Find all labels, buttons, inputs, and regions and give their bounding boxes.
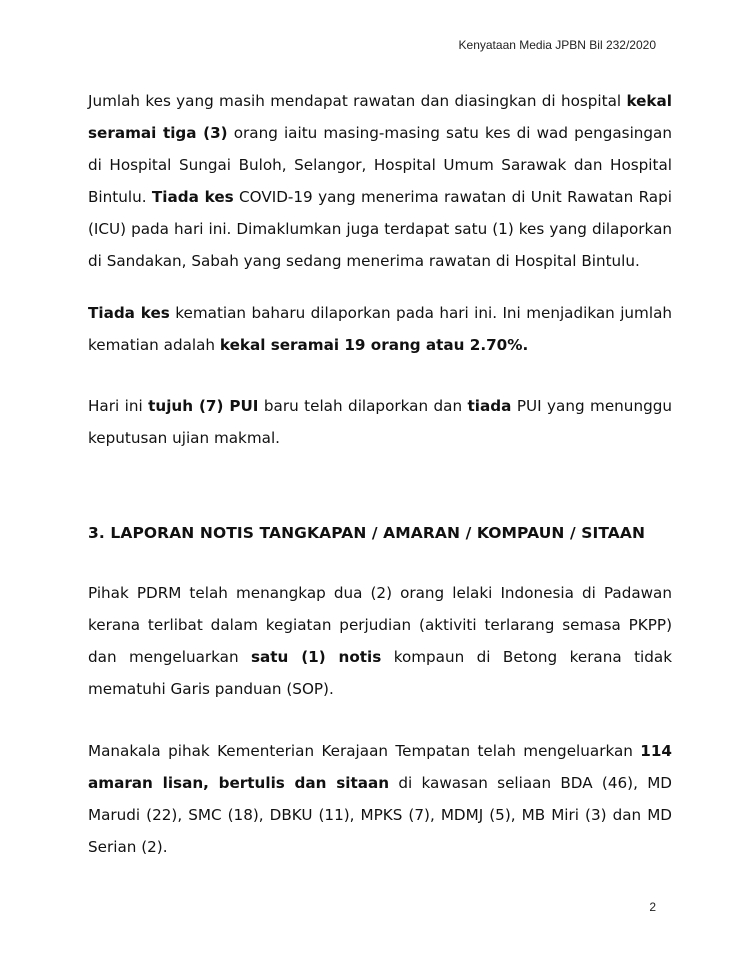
text-segment: orang iaitu masing-masing satu kes di wad pengasingan di Hospital Sungai Buloh, Selangor, Hospital Umum Sarawak dan Hospital Bintulu. [88, 124, 672, 206]
bold-segment: tujuh (7) PUI [148, 397, 259, 415]
paragraph-deaths [88, 297, 672, 361]
page-number: 2 [649, 900, 656, 914]
text-segment: PUI yang menunggu keputusan ujian makmal. [88, 397, 672, 447]
text-segment: COVID-19 yang menerima rawatan di Unit Rawatan Rapi (ICU) pada hari ini. Dimaklumkan juga terdapat satu (1) kes yang dilaporkan di Sandakan, Sabah yang sedang menerima rawatan di Hospital Bintulu. [88, 188, 672, 270]
bold-segment: 114 amaran lisan, bertulis dan sitaan [88, 742, 672, 792]
text-segment: Pihak PDRM telah menangkap dua (2) orang lelaki Indonesia di Padawan kerana terlibat dalam kegiatan perjudian (aktiviti terlarang semasa PKPP) dan mengeluarkan [88, 584, 672, 666]
bold-segment: tiada [467, 397, 512, 415]
paragraph-pui [88, 390, 672, 454]
document-body [88, 85, 672, 863]
bold-segment: kekal seramai 19 orang atau 2.70%. [219, 336, 529, 354]
bold-segment: Tiada kes [88, 304, 170, 322]
paragraph-hospital-cases [88, 85, 672, 277]
text-segment: kompaun di Betong kerana tidak mematuhi Garis panduan (SOP). [88, 648, 672, 698]
text-segment: Hari ini [88, 397, 149, 415]
section-heading: 3. LAPORAN NOTIS TANGKAPAN / AMARAN / KOMPAUN / SITAAN [88, 524, 646, 542]
text-segment: Jumlah kes yang masih mendapat rawatan dan diasingkan di hospital [88, 92, 627, 110]
text-segment: kematian baharu dilaporkan pada hari ini. Ini menjadikan jumlah kematian adalah [88, 304, 672, 354]
text-segment: baru telah dilaporkan dan [258, 397, 468, 415]
bold-segment: Tiada kes [151, 188, 234, 206]
paragraph-pdrm [88, 577, 672, 705]
paragraph-kkt [88, 735, 672, 863]
text-segment: di kawasan seliaan BDA (46), MD Marudi (22), SMC (18), DBKU (11), MPKS (7), MDMJ (5), MB Miri (3) dan MD Serian (2). [88, 774, 672, 856]
bold-segment: satu (1) notis [251, 648, 382, 666]
bold-segment: kekal seramai tiga (3) [88, 92, 672, 142]
document-header: Kenyataan Media JPBN Bil 232/2020 [458, 38, 656, 52]
text-segment: Manakala pihak Kementerian Kerajaan Tempatan telah mengeluarkan [88, 742, 641, 760]
